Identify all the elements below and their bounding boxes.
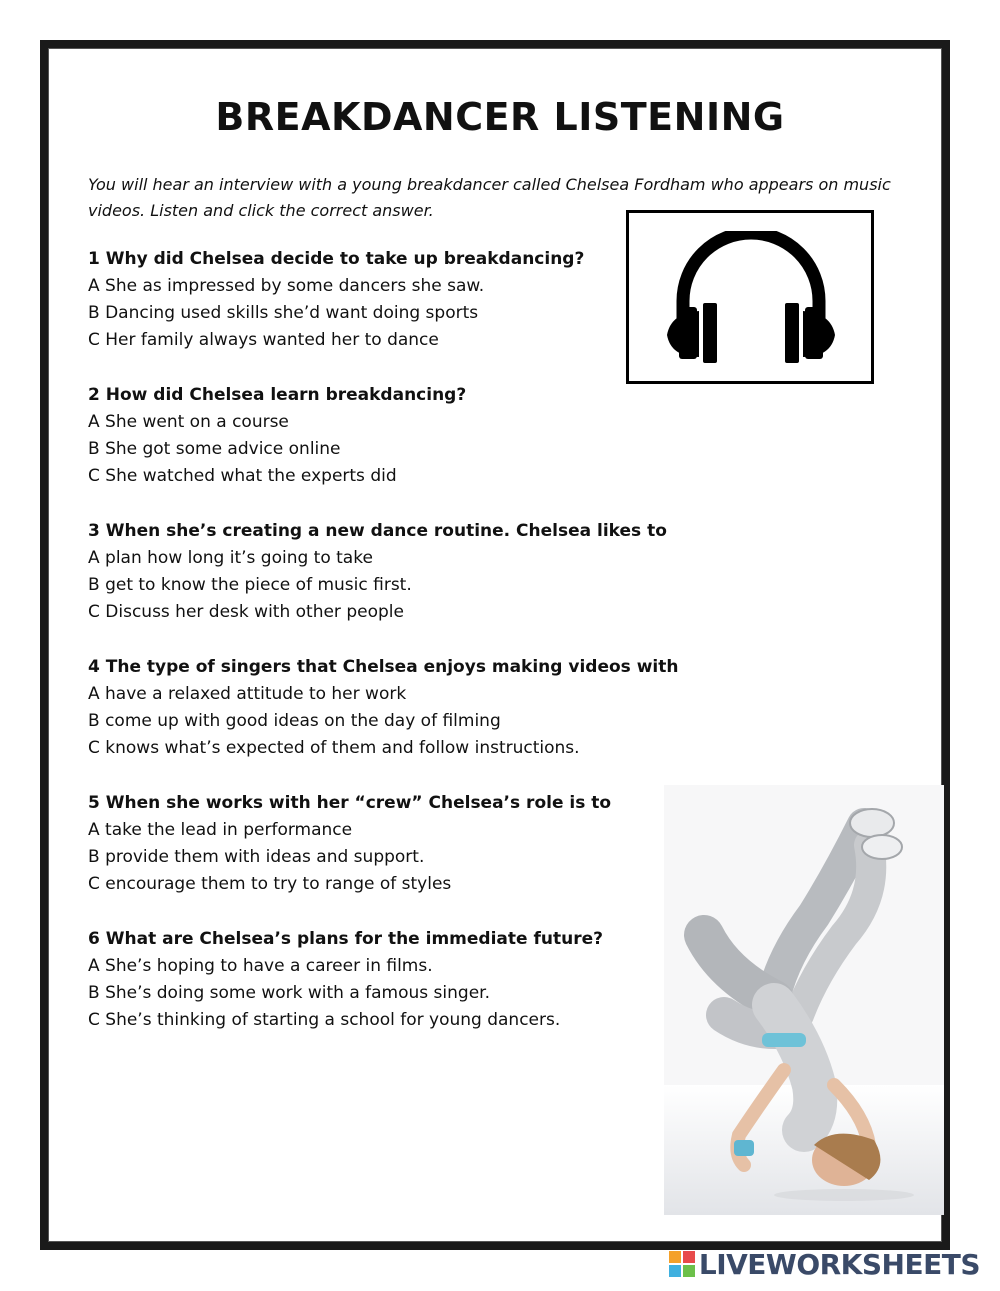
breakdancer-photo — [664, 785, 944, 1215]
question-5-text: 5 When she works with her “crew” Chelsea’s role is to — [88, 793, 612, 813]
question-2-option-c[interactable]: C She watched what the experts did — [88, 466, 397, 486]
question-4-option-a[interactable]: A have a relaxed attitude to her work — [88, 684, 407, 704]
question-3-option-a[interactable]: A plan how long it’s going to take — [88, 548, 373, 568]
question-2-option-b[interactable]: B She got some advice online — [88, 439, 341, 459]
question-2-text: 2 How did Chelsea learn breakdancing? — [88, 385, 467, 405]
question-4-text: 4 The type of singers that Chelsea enjoys making videos with — [88, 657, 679, 677]
question-1-text: 1 Why did Chelsea decide to take up breakdancing? — [88, 249, 585, 269]
intro-text: You will hear an interview with a young breakdancer called Chelsea Fordham who appears on music videos. Listen and click the correct answer. — [88, 175, 891, 220]
question-6-text: 6 What are Chelsea’s plans for the immediate future? — [88, 929, 603, 949]
question-3-option-c[interactable]: C Discuss her desk with other people — [88, 602, 404, 622]
brand-footer — [669, 1247, 980, 1281]
question-6 — [88, 926, 708, 1034]
question-1 — [88, 246, 708, 354]
question-4-option-b[interactable]: B come up with good ideas on the day of filming — [88, 711, 501, 731]
question-4-option-c[interactable]: C knows what’s expected of them and follow instructions. — [88, 738, 580, 758]
page-title: BREAKDANCER LISTENING — [215, 95, 785, 139]
question-1-option-c[interactable]: C Her family always wanted her to dance — [88, 330, 439, 350]
question-list — [88, 246, 708, 1062]
question-5 — [88, 790, 708, 898]
question-1-option-a[interactable]: A She as impressed by some dancers she saw. — [88, 276, 485, 296]
question-4 — [88, 654, 708, 762]
question-6-option-c[interactable]: C She’s thinking of starting a school for young dancers. — [88, 1010, 561, 1030]
headphones-icon — [661, 231, 841, 365]
question-6-option-b[interactable]: B She’s doing some work with a famous singer. — [88, 983, 490, 1003]
liveworksheets-logo-icon — [669, 1251, 695, 1277]
question-1-option-b[interactable]: B Dancing used skills she’d want doing sports — [88, 303, 479, 323]
headphones-box — [626, 210, 874, 384]
question-2-option-a[interactable]: A She went on a course — [88, 412, 289, 432]
question-3-option-b[interactable]: B get to know the piece of music first. — [88, 575, 412, 595]
question-6-option-a[interactable]: A She’s hoping to have a career in films. — [88, 956, 433, 976]
question-5-option-c[interactable]: C encourage them to try to range of styles — [88, 874, 452, 894]
question-3-text: 3 When she’s creating a new dance routine. Chelsea likes to — [88, 521, 667, 541]
question-3 — [88, 518, 708, 626]
brand-name: LIVEWORKSHEETS — [698, 1247, 980, 1281]
question-2 — [88, 382, 708, 490]
question-5-option-b[interactable]: B provide them with ideas and support. — [88, 847, 425, 867]
question-5-option-a[interactable]: A take the lead in performance — [88, 820, 353, 840]
